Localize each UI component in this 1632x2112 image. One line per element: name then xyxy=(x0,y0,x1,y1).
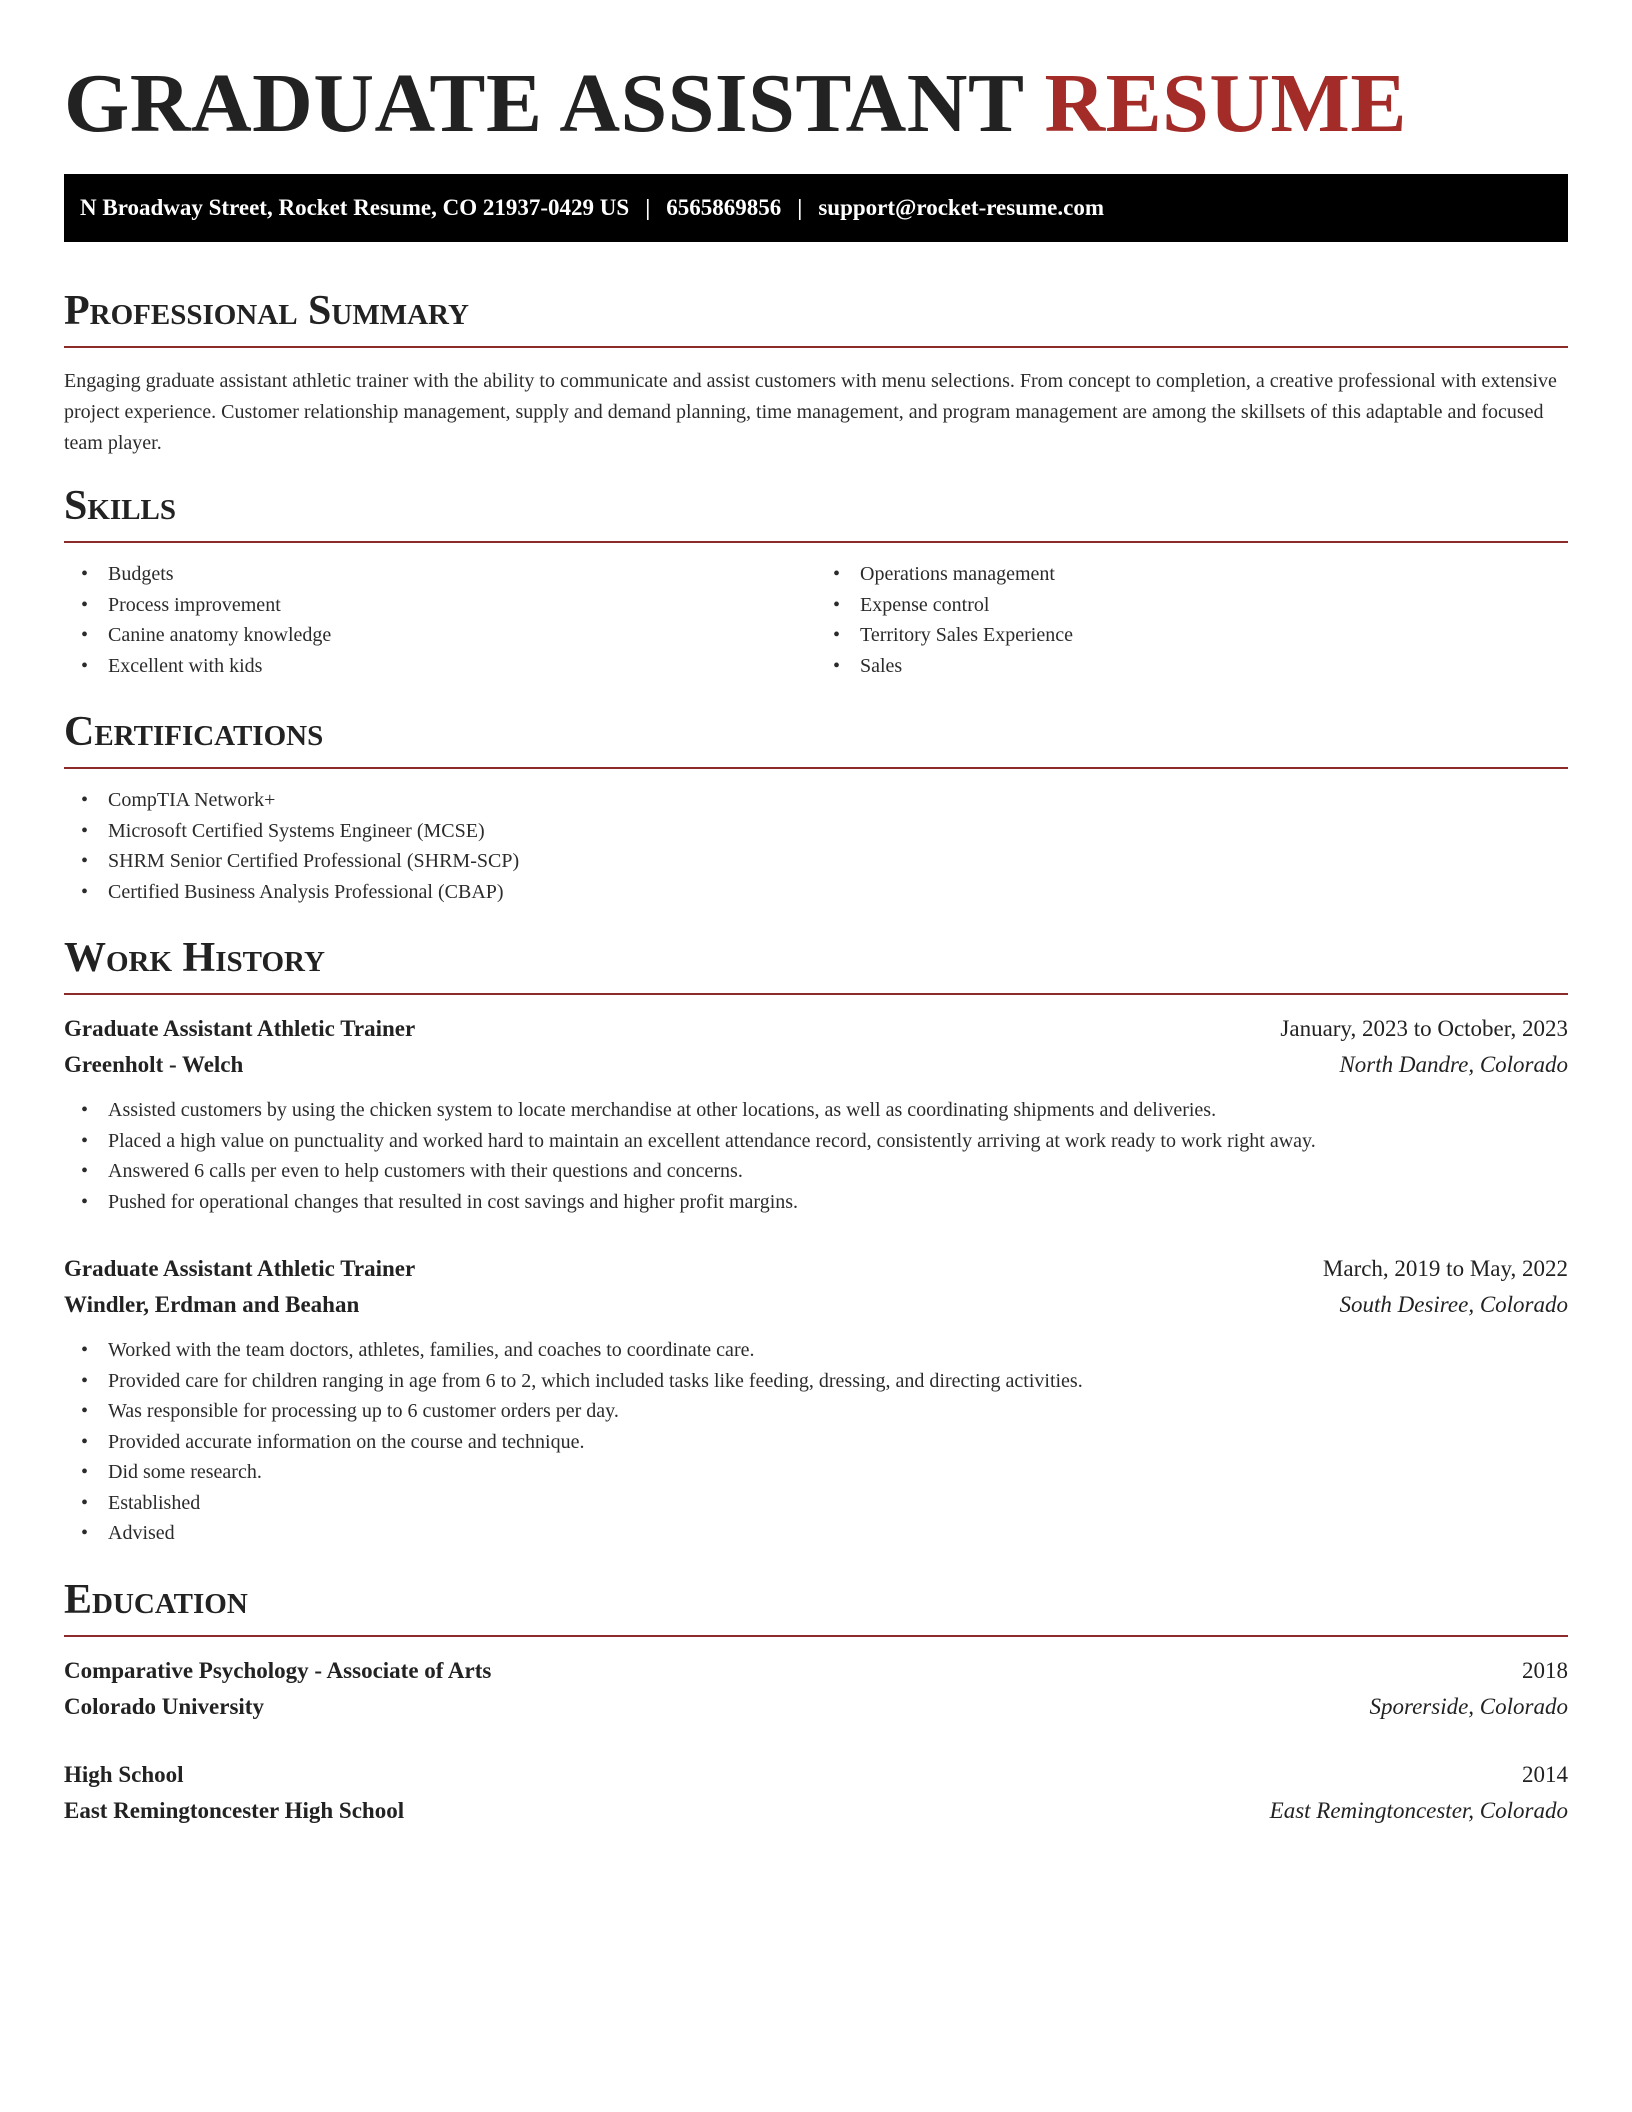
job-duties-list xyxy=(64,1335,1568,1549)
job-title: Graduate Assistant Athletic Trainer xyxy=(64,1016,416,1041)
contact-phone: 6565869856 xyxy=(666,195,782,220)
skill-item: • Budgets xyxy=(64,559,816,590)
job-duty-item: • Pushed for operational changes that resulted in cost savings and higher profit margins. xyxy=(64,1187,1568,1218)
job-location: South Desiree, Colorado xyxy=(1339,1292,1568,1317)
education-year: 2018 xyxy=(1522,1657,1568,1683)
job-entry xyxy=(64,1011,1568,1217)
section-divider xyxy=(64,767,1568,769)
skill-item: • Canine anatomy knowledge xyxy=(64,620,816,651)
job-duty-item: • Placed a high value on punctuality and worked hard to maintain an excellent attendance record, consistently arriving at work ready to work right away. xyxy=(64,1126,1568,1157)
job-company-row xyxy=(64,1287,1568,1323)
work-heading: Work History xyxy=(64,935,325,981)
education-degree-row xyxy=(64,1653,1568,1689)
skills-list-right xyxy=(816,559,1568,681)
title-accent: RESUME xyxy=(1044,57,1407,150)
job-title: Graduate Assistant Athletic Trainer xyxy=(64,1256,416,1281)
certification-item: • Microsoft Certified Systems Engineer (MCSE) xyxy=(64,816,1568,847)
job-title-row xyxy=(64,1011,1568,1047)
education-entry xyxy=(64,1757,1568,1829)
job-dates: January, 2023 to October, 2023 xyxy=(1280,1016,1568,1041)
summary-text: Engaging graduate assistant athletic trainer with the ability to communicate and assist customers with menu selections. From concept to completion, a creative professional with extensive project experience. Customer relationship management, supply and demand planning, time management, and program management are among the skillsets of this adaptable and focused team player. xyxy=(64,370,1557,454)
summary-heading: Professional Summary xyxy=(64,288,469,334)
job-company-row xyxy=(64,1047,1568,1083)
certification-item: • CompTIA Network+ xyxy=(64,785,1568,816)
education-section xyxy=(64,1575,1568,1829)
skill-item: • Expense control xyxy=(816,590,1568,621)
education-entry xyxy=(64,1653,1568,1725)
skills-section xyxy=(64,481,1568,681)
job-dates: March, 2019 to May, 2022 xyxy=(1322,1256,1568,1281)
job-duty-item: • Provided care for children ranging in age from 6 to 2, which included tasks like feeding, dressing, and directing activities. xyxy=(64,1366,1568,1397)
work-section xyxy=(64,933,1568,1549)
section-divider xyxy=(64,346,1568,348)
contact-separator: | xyxy=(797,195,803,220)
job-duty-item: • Established xyxy=(64,1488,1568,1519)
job-title-row xyxy=(64,1251,1568,1287)
contact-separator: | xyxy=(645,195,651,220)
certification-item: • SHRM Senior Certified Professional (SHRM-SCP) xyxy=(64,846,1568,877)
education-degree: Comparative Psychology - Associate of Arts xyxy=(64,1657,492,1683)
education-degree-row xyxy=(64,1757,1568,1793)
skills-list-left xyxy=(64,559,816,681)
education-location: Sporerside, Colorado xyxy=(1369,1693,1568,1719)
certifications-heading: Certifications xyxy=(64,709,324,755)
education-school: Colorado University xyxy=(64,1693,264,1719)
education-heading: Education xyxy=(64,1576,248,1623)
contact-address: N Broadway Street, Rocket Resume, CO 21937-0429 US xyxy=(80,195,630,220)
title-main: GRADUATE ASSISTANT xyxy=(64,57,1023,150)
job-duty-item: • Answered 6 calls per even to help customers with their questions and concerns. xyxy=(64,1156,1568,1187)
job-company: Greenholt - Welch xyxy=(64,1052,244,1077)
job-location: North Dandre, Colorado xyxy=(1339,1052,1568,1077)
skill-item: • Process improvement xyxy=(64,590,816,621)
job-duty-item: • Advised xyxy=(64,1518,1568,1549)
skills-columns xyxy=(64,543,1568,681)
education-school-row xyxy=(64,1689,1568,1725)
summary-section xyxy=(64,286,1568,459)
job-duty-item: • Did some research. xyxy=(64,1457,1568,1488)
contact-bar xyxy=(64,174,1568,242)
education-school: East Remingtoncester High School xyxy=(64,1797,405,1823)
certification-item: • Certified Business Analysis Professional (CBAP) xyxy=(64,877,1568,908)
education-location: East Remingtoncester, Colorado xyxy=(1269,1797,1568,1823)
skills-heading: Skills xyxy=(64,483,177,529)
job-entry xyxy=(64,1251,1568,1549)
resume-title xyxy=(64,56,1568,152)
job-duty-item: • Worked with the team doctors, athletes, families, and coaches to coordinate care. xyxy=(64,1335,1568,1366)
skill-item: • Territory Sales Experience xyxy=(816,620,1568,651)
skill-item: • Excellent with kids xyxy=(64,651,816,682)
skill-item: • Operations management xyxy=(816,559,1568,590)
section-divider xyxy=(64,993,1568,995)
certifications-list xyxy=(64,785,1568,907)
skill-item: • Sales xyxy=(816,651,1568,682)
job-duty-item: • Was responsible for processing up to 6 customer orders per day. xyxy=(64,1396,1568,1427)
contact-email[interactable]: support@rocket-resume.com xyxy=(818,195,1104,220)
job-duty-item: • Provided accurate information on the course and technique. xyxy=(64,1427,1568,1458)
certifications-section xyxy=(64,707,1568,907)
job-duties-list xyxy=(64,1095,1568,1217)
section-divider xyxy=(64,1635,1568,1637)
education-year: 2014 xyxy=(1522,1761,1568,1787)
job-company: Windler, Erdman and Beahan xyxy=(64,1292,360,1317)
job-duty-item: • Assisted customers by using the chicken system to locate merchandise at other locations, as well as coordinating shipments and deliveries. xyxy=(64,1095,1568,1126)
education-school-row xyxy=(64,1793,1568,1829)
education-degree: High School xyxy=(64,1761,184,1787)
